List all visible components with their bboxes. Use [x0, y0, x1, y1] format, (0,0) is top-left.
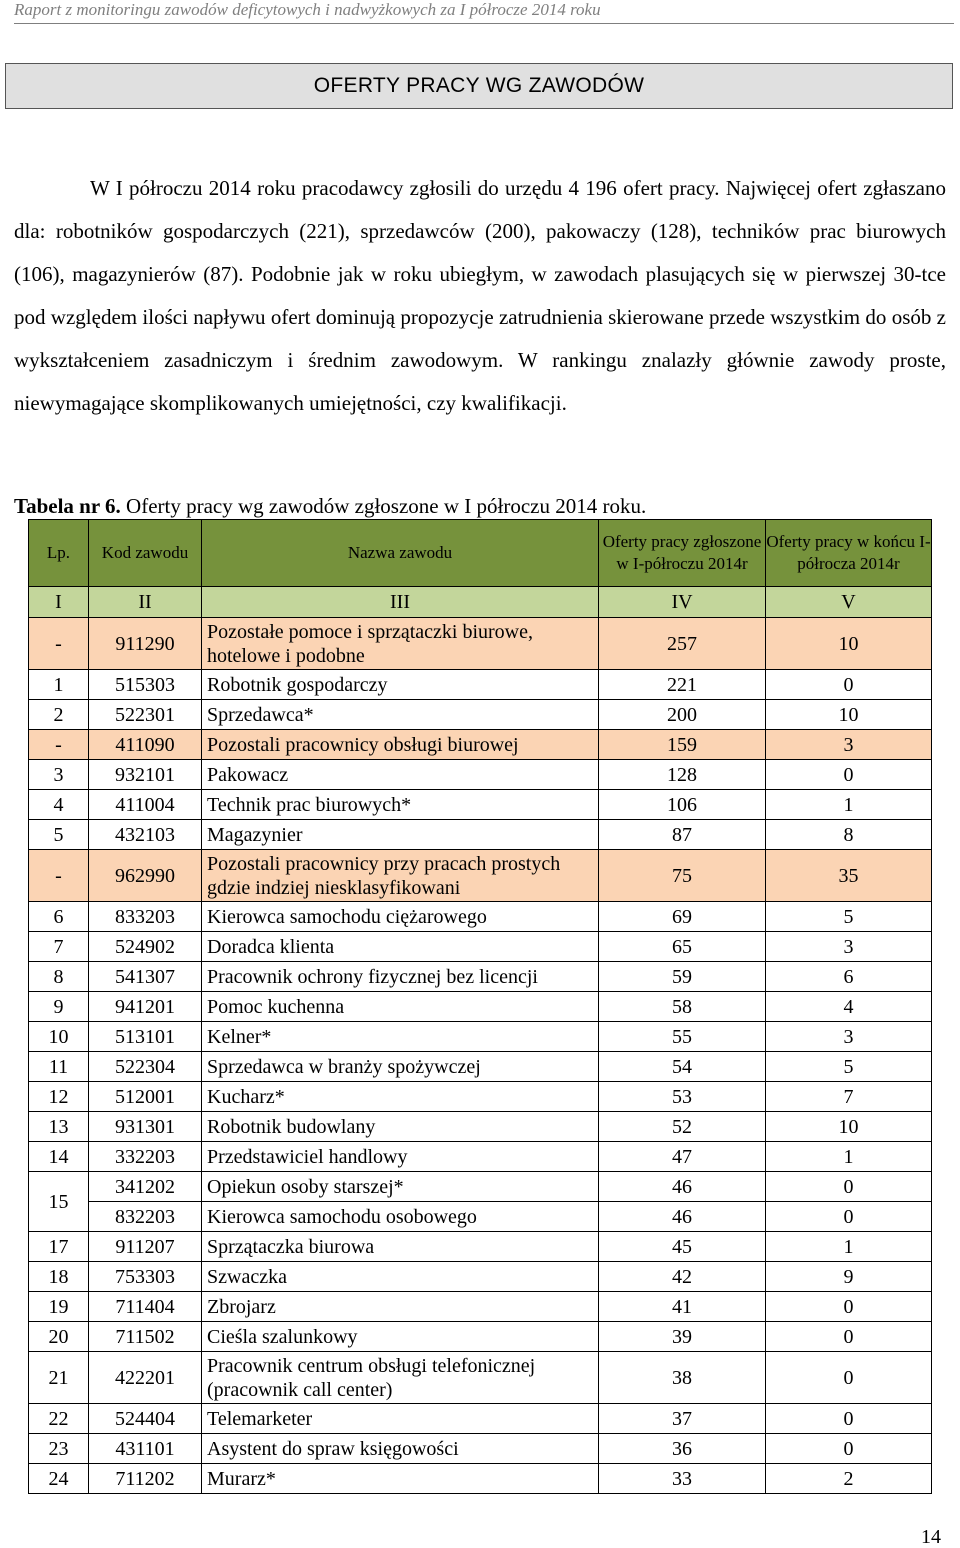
cell-end: 0 — [766, 1172, 932, 1202]
cell-name: Sprzedawca w branży spożywczej — [202, 1052, 599, 1082]
cell-name: Pakowacz — [202, 760, 599, 790]
table-row — [29, 1082, 932, 1112]
cell-lp: 7 — [29, 932, 89, 962]
cell-name: Technik prac biurowych* — [202, 790, 599, 820]
cell-lp: - — [29, 730, 89, 760]
header-name: Nazwa zawodu — [202, 520, 599, 587]
cell-code: 911290 — [89, 618, 202, 670]
cell-end: 2 — [766, 1464, 932, 1494]
table-row — [29, 1142, 932, 1172]
cell-lp: 9 — [29, 992, 89, 1022]
cell-offers: 159 — [599, 730, 766, 760]
cell-name: Sprzedawca* — [202, 700, 599, 730]
table-row — [29, 1322, 932, 1352]
cell-end: 7 — [766, 1082, 932, 1112]
cell-code: 911207 — [89, 1232, 202, 1262]
cell-code: 711202 — [89, 1464, 202, 1494]
cell-code: 962990 — [89, 850, 202, 902]
cell-name: Robotnik budowlany — [202, 1112, 599, 1142]
cell-offers: 87 — [599, 820, 766, 850]
cell-name: Robotnik gospodarczy — [202, 670, 599, 700]
table-header-row — [29, 520, 932, 587]
cell-lp: 24 — [29, 1464, 89, 1494]
cell-offers: 257 — [599, 618, 766, 670]
cell-end: 0 — [766, 1202, 932, 1232]
cell-name: Pracownik ochrony fizycznej bez licencji — [202, 962, 599, 992]
cell-lp: 10 — [29, 1022, 89, 1052]
table-row — [29, 670, 932, 700]
cell-lp: 4 — [29, 790, 89, 820]
cell-code: 411004 — [89, 790, 202, 820]
cell-offers: 42 — [599, 1262, 766, 1292]
table-row — [29, 1404, 932, 1434]
cell-name: Murarz* — [202, 1464, 599, 1494]
intro-paragraph: W I półroczu 2014 roku pracodawcy zgłosili do urzędu 4 196 ofert pracy. Najwięcej ofert zgłaszano dla: robotników gospodarczych (221), sprzedawców (200), pakowaczy (128), techników prac biurowych (106), magazynierów (87). Podobnie jak w roku ubiegłym, w zawodach plasujących się w pierwszej 30-tce pod względem ilości napływu ofert dominują propozycje zatrudnienia skierowane przede wszystkim do osób z wykształceniem zasadniczym i średnim zawodowym. W rankingu znalazły głównie zawody proste, niewymagające skomplikowanych umiejętności, czy kwalifikacji. — [14, 176, 946, 415]
table-row — [29, 700, 932, 730]
page-number: 14 — [921, 1526, 941, 1548]
cell-end: 9 — [766, 1262, 932, 1292]
cell-offers: 41 — [599, 1292, 766, 1322]
table-row — [29, 1292, 932, 1322]
cell-offers: 106 — [599, 790, 766, 820]
cell-name: Telemarketer — [202, 1404, 599, 1434]
cell-lp: 21 — [29, 1352, 89, 1404]
header-offers: Oferty pracy zgłoszone w I-półroczu 2014r — [599, 520, 766, 587]
header-lp: Lp. — [29, 520, 89, 587]
cell-end: 0 — [766, 1404, 932, 1434]
cell-offers: 36 — [599, 1434, 766, 1464]
table-row — [29, 790, 932, 820]
cell-code: 932101 — [89, 760, 202, 790]
cell-end: 35 — [766, 850, 932, 902]
cell-end: 1 — [766, 1142, 932, 1172]
cell-name: Cieśla szalunkowy — [202, 1322, 599, 1352]
table-row — [29, 1202, 932, 1232]
cell-code: 941201 — [89, 992, 202, 1022]
table-caption-text: Oferty pracy wg zawodów zgłoszone w I półroczu 2014 roku. — [120, 494, 647, 518]
cell-offers: 75 — [599, 850, 766, 902]
cell-name: Pomoc kuchenna — [202, 992, 599, 1022]
table-row — [29, 1172, 932, 1202]
cell-end: 0 — [766, 1352, 932, 1404]
cell-offers: 37 — [599, 1404, 766, 1434]
cell-lp: 23 — [29, 1434, 89, 1464]
table-row — [29, 1352, 932, 1404]
cell-lp: 17 — [29, 1232, 89, 1262]
cell-lp: - — [29, 618, 89, 670]
cell-code: 524404 — [89, 1404, 202, 1434]
cell-offers: 33 — [599, 1464, 766, 1494]
cell-offers: 59 — [599, 962, 766, 992]
table-roman-row — [29, 587, 932, 618]
cell-end: 4 — [766, 992, 932, 1022]
cell-name: Asystent do spraw księgowości — [202, 1434, 599, 1464]
table-row — [29, 1464, 932, 1494]
section-title — [5, 63, 953, 109]
cell-name: Sprzątaczka biurowa — [202, 1232, 599, 1262]
cell-lp: 11 — [29, 1052, 89, 1082]
table-row — [29, 730, 932, 760]
section-title-text: OFERTY PRACY WG ZAWODÓW — [313, 74, 645, 97]
table-row — [29, 932, 932, 962]
cell-end: 0 — [766, 670, 932, 700]
cell-name: Pozostali pracownicy obsługi biurowej — [202, 730, 599, 760]
cell-name: Pracownik centrum obsługi telefonicznej (pracownik call center) — [202, 1352, 599, 1404]
cell-name: Kierowca samochodu osobowego — [202, 1202, 599, 1232]
cell-name: Kierowca samochodu ciężarowego — [202, 902, 599, 932]
cell-code: 432103 — [89, 820, 202, 850]
cell-name: Przedstawiciel handlowy — [202, 1142, 599, 1172]
header-rule — [14, 23, 954, 24]
cell-code: 515303 — [89, 670, 202, 700]
table-row — [29, 1022, 932, 1052]
roman-cell: II — [89, 587, 202, 618]
cell-lp: 3 — [29, 760, 89, 790]
table-row — [29, 992, 932, 1022]
cell-code: 711502 — [89, 1322, 202, 1352]
running-header: Raport z monitoringu zawodów deficytowych i nadwyżkowych za I półrocze 2014 roku — [14, 0, 601, 19]
cell-end: 3 — [766, 730, 932, 760]
cell-name: Szwaczka — [202, 1262, 599, 1292]
cell-end: 1 — [766, 1232, 932, 1262]
roman-cell: III — [202, 587, 599, 618]
table-row — [29, 850, 932, 902]
roman-cell: V — [766, 587, 932, 618]
cell-end: 5 — [766, 902, 932, 932]
cell-offers: 46 — [599, 1202, 766, 1232]
cell-lp: 15 — [29, 1172, 89, 1232]
table-row — [29, 618, 932, 670]
cell-code: 431101 — [89, 1434, 202, 1464]
cell-offers: 38 — [599, 1352, 766, 1404]
header-end: Oferty pracy w końcu I-półrocza 2014r — [766, 520, 932, 587]
cell-offers: 53 — [599, 1082, 766, 1112]
cell-lp: 5 — [29, 820, 89, 850]
cell-code: 422201 — [89, 1352, 202, 1404]
cell-name: Opiekun osoby starszej* — [202, 1172, 599, 1202]
cell-code: 833203 — [89, 902, 202, 932]
cell-end: 10 — [766, 700, 932, 730]
cell-name: Kelner* — [202, 1022, 599, 1052]
cell-offers: 45 — [599, 1232, 766, 1262]
cell-end: 8 — [766, 820, 932, 850]
cell-code: 341202 — [89, 1172, 202, 1202]
cell-lp: 8 — [29, 962, 89, 992]
cell-end: 0 — [766, 1434, 932, 1464]
cell-offers: 65 — [599, 932, 766, 962]
cell-lp: 6 — [29, 902, 89, 932]
cell-code: 522301 — [89, 700, 202, 730]
cell-offers: 58 — [599, 992, 766, 1022]
roman-cell: I — [29, 587, 89, 618]
cell-offers: 54 — [599, 1052, 766, 1082]
cell-name: Kucharz* — [202, 1082, 599, 1112]
table-row — [29, 1262, 932, 1292]
cell-end: 3 — [766, 1022, 932, 1052]
table-caption — [14, 492, 946, 520]
cell-lp: 19 — [29, 1292, 89, 1322]
cell-end: 3 — [766, 932, 932, 962]
cell-code: 332203 — [89, 1142, 202, 1172]
cell-offers: 200 — [599, 700, 766, 730]
cell-lp: 22 — [29, 1404, 89, 1434]
cell-end: 10 — [766, 618, 932, 670]
cell-end: 6 — [766, 962, 932, 992]
cell-end: 0 — [766, 760, 932, 790]
table-row — [29, 820, 932, 850]
table-row — [29, 1232, 932, 1262]
cell-lp: 20 — [29, 1322, 89, 1352]
cell-offers: 221 — [599, 670, 766, 700]
cell-name: Pozostałe pomoce i sprzątaczki biurowe, hotelowe i podobne — [202, 618, 599, 670]
cell-end: 10 — [766, 1112, 932, 1142]
cell-code: 524902 — [89, 932, 202, 962]
cell-code: 522304 — [89, 1052, 202, 1082]
cell-end: 5 — [766, 1052, 932, 1082]
cell-end: 0 — [766, 1292, 932, 1322]
cell-code: 513101 — [89, 1022, 202, 1052]
table-row — [29, 902, 932, 932]
cell-code: 541307 — [89, 962, 202, 992]
cell-code: 411090 — [89, 730, 202, 760]
cell-offers: 69 — [599, 902, 766, 932]
table-row — [29, 1434, 932, 1464]
cell-offers: 52 — [599, 1112, 766, 1142]
cell-lp: 18 — [29, 1262, 89, 1292]
cell-lp: - — [29, 850, 89, 902]
cell-lp: 1 — [29, 670, 89, 700]
cell-offers: 47 — [599, 1142, 766, 1172]
cell-name: Zbrojarz — [202, 1292, 599, 1322]
job-offers-table — [28, 519, 932, 1494]
cell-name: Pozostali pracownicy przy pracach prostych gdzie indziej niesklasyfikowani — [202, 850, 599, 902]
cell-offers: 46 — [599, 1172, 766, 1202]
cell-code: 711404 — [89, 1292, 202, 1322]
table-caption-label: Tabela nr 6. — [14, 494, 121, 518]
roman-cell: IV — [599, 587, 766, 618]
header-code: Kod zawodu — [89, 520, 202, 587]
cell-offers: 55 — [599, 1022, 766, 1052]
cell-offers: 39 — [599, 1322, 766, 1352]
cell-lp: 2 — [29, 700, 89, 730]
cell-name: Doradca klienta — [202, 932, 599, 962]
table-row — [29, 962, 932, 992]
cell-lp: 13 — [29, 1112, 89, 1142]
table-row — [29, 760, 932, 790]
cell-end: 0 — [766, 1322, 932, 1352]
table-row — [29, 1112, 932, 1142]
cell-code: 832203 — [89, 1202, 202, 1232]
cell-code: 753303 — [89, 1262, 202, 1292]
cell-end: 1 — [766, 790, 932, 820]
table-body — [29, 618, 932, 1494]
cell-name: Magazynier — [202, 820, 599, 850]
cell-lp: 14 — [29, 1142, 89, 1172]
cell-code: 512001 — [89, 1082, 202, 1112]
cell-lp: 12 — [29, 1082, 89, 1112]
table-row — [29, 1052, 932, 1082]
cell-code: 931301 — [89, 1112, 202, 1142]
cell-offers: 128 — [599, 760, 766, 790]
